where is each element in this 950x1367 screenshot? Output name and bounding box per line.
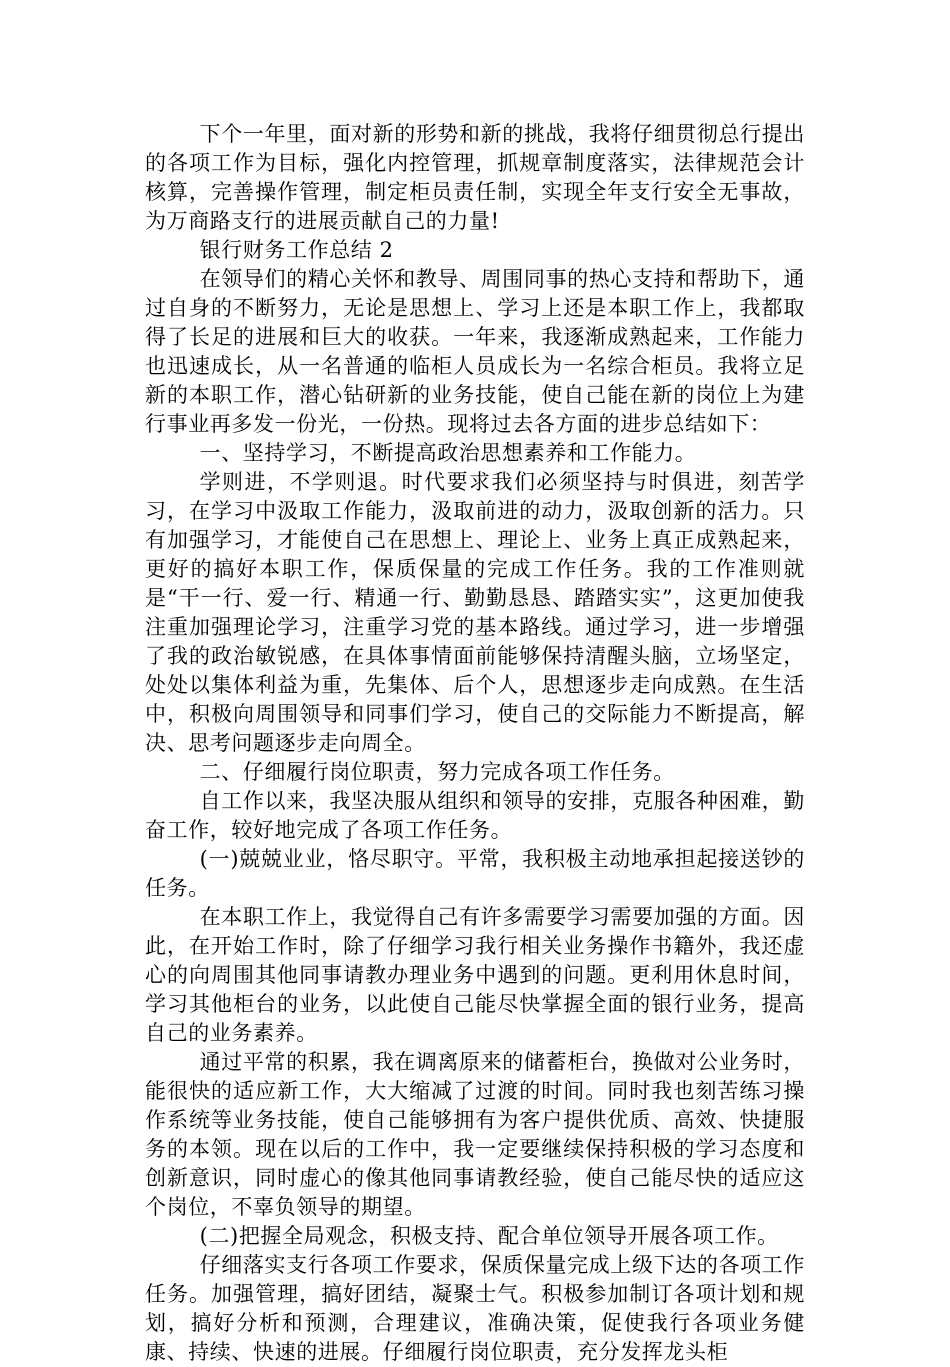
- paragraph-study: 学则进，不学则退。时代要求我们必须坚持与时俱进，刻苦学习，在学习中汲取工作能力，汲取前进的动力，汲取创新的活力。只有加强学习，才能使自己在思想上、理论上、业务上真正成熟起来，更好的搞好本职工作，保质保量的完成工作任务。我的工作准则就是“干一行、爱一行、精通一行、勤勤恳恳、踏踏实实”，这更加使我注重加强理论学习，注重学习党的基本路线。通过学习，进一步增强了我的政治敏锐感，在具体事情面前能够保持清醒头脑，立场坚定，处处以集体利益为重，先集体、后个人，思想逐步走向成熟。在生活中，积极向周围领导和同事们学习，使自己的交际能力不断提高，解决、思考问题逐步走向周全。: [145, 470, 805, 755]
- paragraph-1: 下个一年里，面对新的形势和新的挑战，我将仔细贯彻总行提出的各项工作为目标，强化内控管理，抓规章制度落实，法律规范会计核算，完善操作管理，制定柜员责任制，实现全年支行安全无事故，为万商路支行的进展贡献自己的力量!: [145, 122, 805, 233]
- subheading-one: (一)兢兢业业，恪尽职守。平常，我积极主动地承担起接送钞的任务。: [145, 847, 805, 900]
- paragraph-own-work: 在本职工作上，我觉得自己有许多需要学习需要加强的方面。因此，在开始工作时，除了仔细学习我行相关业务操作书籍外，我还虚心的向周围其他同事请教办理业务中遇到的问题。更利用休息时间，学习其他柜台的业务，以此使自己能尽快掌握全面的银行业务，提高自己的业务素养。: [145, 905, 805, 1045]
- paragraph-since-work: 自工作以来，我坚决服从组织和领导的安排，克服各种困难，勤奋工作，较好地完成了各项工作任务。: [145, 789, 805, 842]
- heading-one: 一、坚持学习，不断提高政治思想素养和工作能力。: [199, 441, 697, 465]
- paragraph-implement: 仔细落实支行各项工作要求，保质保量完成上级下达的各项工作任务。加强管理，搞好团结，凝聚士气。积极参加制订各项计划和规划，搞好分析和预测，合理建议，准确决策，促使我行各项业务健康、持续、快速的进展。仔细履行岗位职责，充分发挥龙头柜: [145, 1253, 805, 1364]
- paragraph-intro: 在领导们的精心关怀和教导、周围同事的热心支持和帮助下，通过自身的不断努力，无论是思想上、学习上还是本职工作上，我都取得了长足的进展和巨大的收获。一年来，我逐渐成熟起来，工作能力也迅速成长，从一名普通的临柜人员成长为一名综合柜员。我将立足新的本职工作，潜心钻研新的业务技能，使自己能在新的岗位上为建行事业再多发一份光，一份热。现将过去各方面的进步总结如下：: [145, 267, 805, 436]
- document-page: [145, 120, 805, 1367]
- section-title: 银行财务工作总结 2: [199, 238, 394, 262]
- heading-two: 二、仔细履行岗位职责，努力完成各项工作任务。: [199, 760, 675, 784]
- subheading-two: (二)把握全局观念，积极支持、配合单位领导开展各项工作。: [199, 1224, 779, 1248]
- paragraph-accumulation: 通过平常的积累，我在调离原来的储蓄柜台，换做对公业务时，能很快的适应新工作，大大缩减了过渡的时间。同时我也刻苦练习操作系统等业务技能，使自己能够拥有为客户提供优质、高效、快捷服务的本领。现在以后的工作中，我一定要继续保持积极的学习态度和创新意识，同时虚心的像其他同事请教经验，使自己能尽快的适应这个岗位，不辜负领导的期望。: [145, 1050, 805, 1219]
